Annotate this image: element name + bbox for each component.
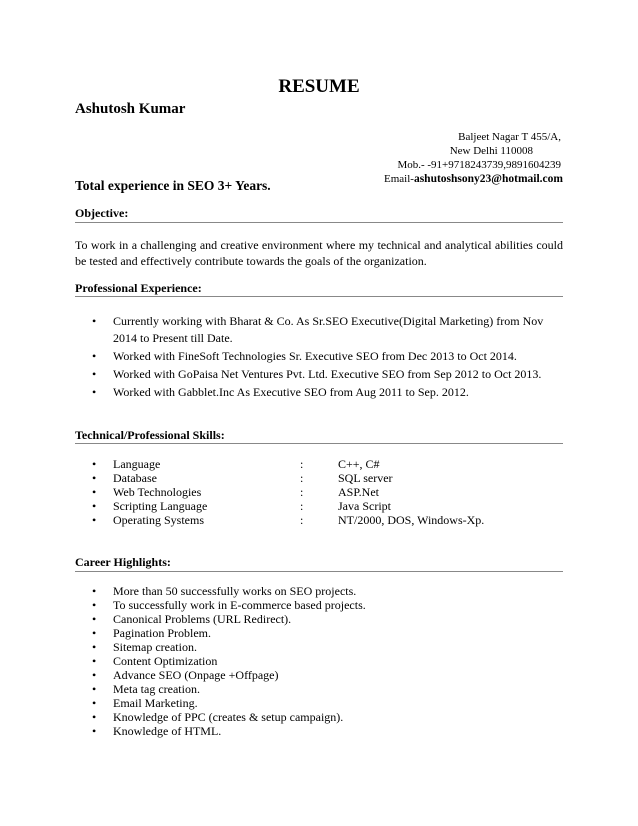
skill-separator: :	[300, 471, 304, 485]
skill-name: Scripting Language	[113, 499, 208, 513]
highlight-item	[92, 724, 366, 738]
highlight-item-text: Knowledge of PPC (creates & setup campaign).	[113, 710, 344, 724]
experience-summary: Total experience in SEO 3+ Years.	[75, 178, 271, 193]
experience-item	[92, 348, 563, 365]
highlight-item	[92, 668, 366, 682]
bullet-icon: •	[92, 349, 97, 363]
highlight-item	[92, 682, 366, 696]
skill-row	[92, 485, 512, 499]
skill-row	[92, 513, 512, 527]
address-line-1: Baljeet Nagar T 455/A,	[458, 131, 561, 143]
highlight-item	[92, 584, 366, 598]
skill-separator: :	[300, 499, 304, 513]
highlight-item-text: Pagination Problem.	[113, 626, 211, 640]
skill-name: Operating Systems	[113, 513, 204, 527]
experience-item	[92, 366, 563, 383]
highlight-item-text: Content Optimization	[113, 654, 218, 668]
objective-text: To work in a challenging and creative environment where my technical and analytical abilities could be tested and effectively contribute towards the goals of the organization.	[75, 238, 563, 268]
bullet-icon: •	[92, 499, 97, 513]
resume-title: RESUME	[278, 76, 360, 97]
bullet-icon: •	[92, 682, 97, 696]
skills-table	[92, 457, 512, 527]
address-line-2: New Delhi 110008	[449, 145, 533, 157]
email-label: Email-	[384, 173, 414, 185]
bullet-icon: •	[92, 513, 97, 527]
bullet-icon: •	[92, 314, 97, 328]
skills-heading: Technical/Professional Skills:	[75, 428, 225, 442]
experience-item-text: Currently working with Bharat & Co. As Sr.SEO Executive(Digital Marketing) from Nov 2014 to Present till Date.	[113, 314, 544, 345]
highlight-item-text: Sitemap creation.	[113, 640, 197, 654]
bullet-icon: •	[92, 612, 97, 626]
bullet-icon: •	[92, 724, 97, 738]
highlights-heading: Career Highlights:	[75, 555, 171, 569]
skills-divider	[75, 443, 563, 444]
mobile-number: Mob.- -91+9718243739,9891604239	[397, 159, 561, 171]
experience-list	[92, 313, 563, 402]
experience-item	[92, 313, 563, 347]
bullet-icon: •	[92, 668, 97, 682]
bullet-icon: •	[92, 457, 97, 471]
experience-divider	[75, 296, 563, 297]
highlight-item	[92, 640, 366, 654]
skill-value: SQL server	[338, 471, 393, 485]
bullet-icon: •	[92, 485, 97, 499]
highlight-item	[92, 710, 366, 724]
bullet-icon: •	[92, 584, 97, 598]
highlight-item-text: Canonical Problems (URL Redirect).	[113, 612, 292, 626]
experience-item-text: Worked with Gabblet.Inc As Executive SEO from Aug 2011 to Sep. 2012.	[113, 385, 469, 399]
highlight-item	[92, 626, 366, 640]
bullet-icon: •	[92, 696, 97, 710]
highlight-item	[92, 654, 366, 668]
highlight-item-text: To successfully work in E-commerce based projects.	[113, 598, 366, 612]
objective-heading: Objective:	[75, 206, 129, 220]
highlights-list	[92, 584, 366, 738]
skill-value: Java Script	[338, 499, 391, 513]
skill-value: C++, C#	[338, 457, 380, 471]
highlight-item-text: Knowledge of HTML.	[113, 724, 222, 738]
highlight-item	[92, 598, 366, 612]
skill-row	[92, 457, 512, 471]
experience-heading: Professional Experience:	[75, 281, 202, 295]
email-address: ashutoshsony23@hotmail.com	[413, 173, 563, 185]
bullet-icon: •	[92, 626, 97, 640]
skill-row	[92, 499, 512, 513]
skill-separator: :	[300, 485, 304, 499]
skill-row	[92, 471, 512, 485]
skill-value: ASP.Net	[338, 485, 380, 499]
bullet-icon: •	[92, 710, 97, 724]
skill-separator: :	[300, 457, 304, 471]
bullet-icon: •	[92, 598, 97, 612]
skill-separator: :	[300, 513, 304, 527]
bullet-icon: •	[92, 654, 97, 668]
skill-name: Language	[113, 457, 161, 471]
highlight-item-text: More than 50 successfully works on SEO projects.	[113, 584, 357, 598]
experience-item-text: Worked with FineSoft Technologies Sr. Executive SEO from Dec 2013 to Oct 2014.	[113, 349, 517, 363]
bullet-icon: •	[92, 640, 97, 654]
objective-divider	[75, 222, 563, 223]
bullet-icon: •	[92, 367, 97, 381]
experience-item-text: Worked with GoPaisa Net Ventures Pvt. Ltd. Executive SEO from Sep 2012 to Oct 2013.	[113, 367, 542, 381]
skill-name: Web Technologies	[113, 485, 202, 499]
highlight-item	[92, 696, 366, 710]
candidate-name: Ashutosh Kumar	[75, 101, 186, 117]
highlight-item-text: Email Marketing.	[113, 696, 198, 710]
bullet-icon: •	[92, 385, 97, 399]
highlight-item-text: Meta tag creation.	[113, 682, 200, 696]
skill-name: Database	[113, 471, 157, 485]
email-line	[384, 173, 563, 185]
highlights-divider	[75, 571, 563, 572]
highlight-item-text: Advance SEO (Onpage +Offpage)	[113, 668, 279, 682]
experience-item	[92, 384, 563, 401]
skill-value: NT/2000, DOS, Windows-Xp.	[338, 513, 485, 527]
bullet-icon: •	[92, 471, 97, 485]
highlight-item	[92, 612, 366, 626]
